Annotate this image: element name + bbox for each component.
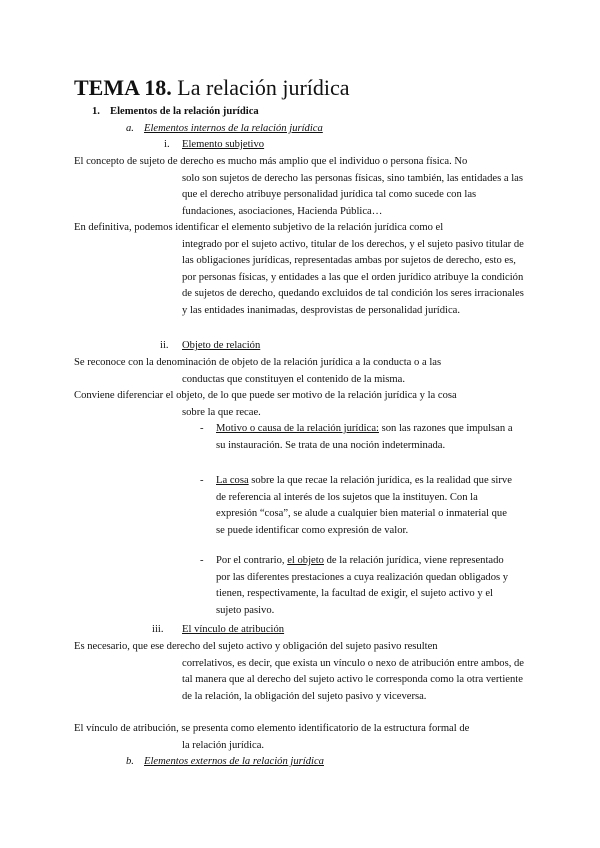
bullet-objeto (200, 553, 516, 619)
paragraph-subject-concept (74, 154, 530, 220)
paragraph-continuation: solo son sujetos de derecho las personas físicas, sino también, las entidades a las que el derecho atribuye personalidad jurídica tal como sucede con las fundaciones, asociaciones, Hacienda Pública… (182, 172, 523, 217)
paragraph-attribution-link (74, 639, 530, 705)
bullet-motivo (200, 421, 516, 454)
paragraph-continuation: conductas que constituyen el contenido de la misma. (182, 373, 405, 385)
bullet-dash: - (200, 555, 204, 566)
section-label: Elementos de la relación jurídica (110, 106, 259, 117)
bullet-text: La cosa sobre la que recae la relación jurídica, es la realidad que sirve de referencia al interés de los sujetos que la instituyen. Con la expresión “cosa”, se alude a cualquier bien material o inmaterial que se puede identificar como expresión de valor. (216, 475, 512, 536)
bullet-cosa (200, 473, 516, 539)
subheading-iii (152, 622, 284, 638)
paragraph-object-distinction (74, 388, 530, 421)
paragraph-attribution-structure (74, 721, 530, 754)
paragraph-object-definition (74, 355, 530, 388)
title-number: TEMA 18. (74, 75, 172, 100)
bullet-dash: - (200, 423, 204, 434)
bullet-term: La cosa (216, 475, 249, 486)
subheading-ii-label: Objeto de relación (182, 340, 261, 351)
bullet-term: el objeto (287, 555, 324, 566)
subheading-i-marker: i. (164, 139, 170, 150)
subsection-a (126, 121, 323, 137)
subsection-a-label: Elementos internos de la relación jurídica (144, 123, 323, 134)
subheading-ii (160, 338, 260, 354)
subheading-i (164, 137, 264, 153)
paragraph-continuation: correlativos, es decir, que exista un vínculo o nexo de atribución entre ambos, de tal manera que al derecho del sujeto activo le corresponda como la otra vertiente de la relación, la obligación del sujeto pasivo y viceversa. (182, 657, 524, 702)
subsection-b-marker: b. (126, 756, 134, 767)
paragraph-subject-definition (74, 220, 530, 320)
bullet-dash: - (200, 475, 204, 486)
paragraph-first-line: Conviene diferenciar el objeto, de lo que puede ser motivo de la relación jurídica y la cosa (74, 390, 457, 401)
paragraph-first-line: En definitiva, podemos identificar el elemento subjetivo de la relación jurídica como el (74, 222, 444, 233)
bullet-term: Motivo o causa de la relación jurídica: (216, 423, 379, 434)
paragraph-continuation: integrado por el sujeto activo, titular de los derechos, y el sujeto pasivo titular de las obligaciones jurídicas, representadas ambas por sujetos de derecho, esto es, por personas físicas, y entidades a las que el orden jurídico atribuye la condición de sujetos de derecho, quedando excluidos de tal condición los seres irracionales y las entidades inanimadas, desprovistas de personalidad jurídica. (182, 238, 524, 316)
subheading-iii-marker: iii. (152, 624, 164, 635)
section-heading-1 (92, 104, 259, 120)
bullet-text: Por el contrario, el objeto de la relación jurídica, viene representado por las diferentes prestaciones a cuya realización quedan obligados y tienen, respectivamente, la facultad de exigir, el sujeto activo y el sujeto pasivo. (216, 555, 509, 616)
subsection-b-label: Elementos externos de la relación jurídica (144, 756, 324, 767)
paragraph-first-line: Se reconoce con la denominación de objeto de la relación jurídica a la conducta o a las (74, 357, 442, 368)
title-text: La relación jurídica (171, 75, 350, 100)
bullet-text: Motivo o causa de la relación jurídica: son las razones que impulsan a su instauración. Se trata de una noción indeterminada. (216, 423, 513, 451)
subsection-a-marker: a. (126, 123, 134, 134)
paragraph-first-line: Es necesario, que ese derecho del sujeto activo y obligación del sujeto pasivo resulten (74, 641, 438, 652)
subheading-ii-marker: ii. (160, 340, 169, 351)
paragraph-first-line: El concepto de sujeto de derecho es mucho más amplio que el individuo o persona física. No (74, 156, 468, 167)
subheading-i-label: Elemento subjetivo (182, 139, 265, 150)
page-title (74, 74, 350, 102)
subsection-b (126, 754, 324, 770)
subheading-iii-label: El vínculo de atribución (182, 624, 285, 635)
paragraph-first-line: El vínculo de atribución, se presenta como elemento identificatorio de la estructura formal de (74, 723, 470, 734)
section-number: 1. (92, 106, 100, 117)
paragraph-continuation: sobre la que recae. (182, 406, 261, 418)
paragraph-continuation: la relación jurídica. (182, 739, 265, 751)
